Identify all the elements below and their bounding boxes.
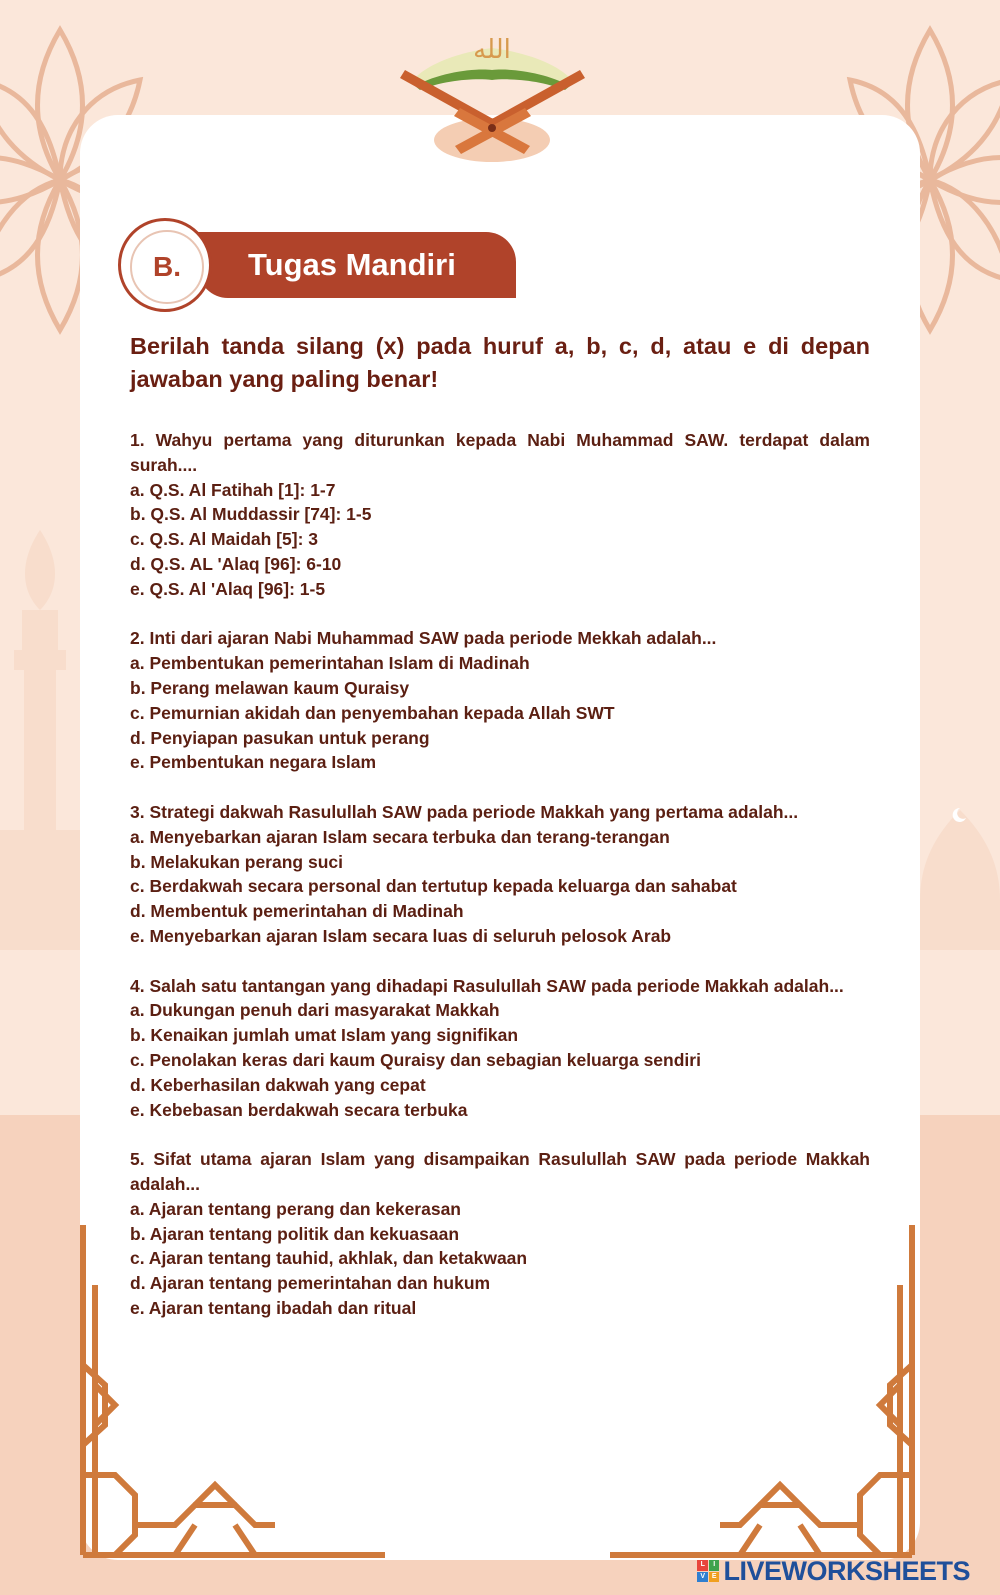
section-header bbox=[118, 218, 518, 308]
answer-option[interactable]: d. Q.S. AL 'Alaq [96]: 6-10 bbox=[130, 553, 342, 574]
geometric-frame-left-icon bbox=[75, 1225, 395, 1565]
question-list bbox=[130, 428, 870, 1345]
answer-option[interactable]: d. Ajaran tentang pemerintahan dan hukum bbox=[130, 1273, 491, 1294]
mosque-silhouette-right-icon bbox=[920, 800, 1000, 950]
question-4 bbox=[130, 974, 870, 1123]
geometric-frame-right-icon bbox=[600, 1225, 920, 1565]
question-text: 5. Sifat utama ajaran Islam yang disampaikan Rasulullah SAW pada periode Makkah adalah... bbox=[130, 1149, 870, 1194]
section-title: Tugas Mandiri bbox=[248, 247, 456, 282]
answer-option[interactable]: c. Pemurnian akidah dan penyembahan kepada Allah SWT bbox=[130, 702, 615, 723]
quran-stand-icon bbox=[395, 28, 590, 168]
liveworksheets-logo-icon: L I V E bbox=[697, 1560, 719, 1582]
answer-option[interactable]: a. Menyebarkan ajaran Islam secara terbuka dan terang-terangan bbox=[130, 826, 670, 847]
answer-option[interactable]: d. Keberhasilan dakwah yang cepat bbox=[130, 1074, 426, 1095]
section-badge-circle bbox=[118, 218, 212, 312]
answer-option[interactable]: b. Ajaran tentang politik dan kekuasaan bbox=[130, 1223, 460, 1244]
answer-option[interactable]: d. Membentuk pemerintahan di Madinah bbox=[130, 901, 464, 922]
answer-option[interactable]: e. Pembentukan negara Islam bbox=[130, 752, 377, 773]
liveworksheets-brand bbox=[697, 1555, 970, 1587]
answer-option[interactable]: c. Berdakwah secara personal dan tertutup kepada keluarga dan sahabat bbox=[130, 876, 737, 897]
question-2 bbox=[130, 626, 870, 775]
answer-option[interactable]: b. Q.S. Al Muddassir [74]: 1-5 bbox=[130, 504, 372, 525]
answer-option[interactable]: b. Kenaikan jumlah umat Islam yang signifikan bbox=[130, 1025, 519, 1046]
answer-option[interactable]: d. Penyiapan pasukan untuk perang bbox=[130, 727, 430, 748]
answer-option[interactable]: e. Menyebarkan ajaran Islam secara luas di seluruh pelosok Arab bbox=[130, 925, 672, 946]
question-3 bbox=[130, 800, 870, 949]
answer-option[interactable]: a. Pembentukan pemerintahan Islam di Madinah bbox=[130, 653, 530, 674]
answer-option[interactable]: e. Ajaran tentang ibadah dan ritual bbox=[130, 1297, 417, 1318]
liveworksheets-name: LIVEWORKSHEETS bbox=[723, 1555, 970, 1586]
answer-option[interactable]: b. Perang melawan kaum Quraisy bbox=[130, 677, 410, 698]
calligraphy-text: الله bbox=[473, 35, 511, 65]
answer-option[interactable]: e. Kebebasan berdakwah secara terbuka bbox=[130, 1099, 468, 1120]
instruction-text: Berilah tanda silang (x) pada huruf a, b, c, d, atau e di depan jawaban yang paling benar! bbox=[130, 333, 870, 392]
answer-option[interactable]: e. Q.S. Al 'Alaq [96]: 1-5 bbox=[130, 578, 326, 599]
question-text: 2. Inti dari ajaran Nabi Muhammad SAW pada periode Mekkah adalah... bbox=[130, 628, 717, 649]
answer-option[interactable]: c. Q.S. Al Maidah [5]: 3 bbox=[130, 529, 318, 550]
answer-option[interactable]: a. Dukungan penuh dari masyarakat Makkah bbox=[130, 1000, 500, 1021]
question-1 bbox=[130, 428, 870, 602]
question-text: 1. Wahyu pertama yang diturunkan kepada Nabi Muhammad SAW. terdapat dalam surah.... bbox=[130, 430, 870, 475]
answer-option[interactable]: a. Ajaran tentang perang dan kekerasan bbox=[130, 1198, 461, 1219]
question-text: 4. Salah satu tantangan yang dihadapi Rasulullah SAW pada periode Makkah adalah... bbox=[130, 975, 844, 996]
section-letter: B. bbox=[130, 230, 204, 304]
mosque-silhouette-left-icon bbox=[0, 530, 80, 950]
answer-option[interactable]: c. Penolakan keras dari kaum Quraisy dan sebagian keluarga sendiri bbox=[130, 1049, 701, 1070]
answer-option[interactable]: c. Ajaran tentang tauhid, akhlak, dan ketakwaan bbox=[130, 1248, 528, 1269]
answer-option[interactable]: b. Melakukan perang suci bbox=[130, 851, 343, 872]
question-text: 3. Strategi dakwah Rasulullah SAW pada periode Makkah yang pertama adalah... bbox=[130, 801, 799, 822]
answer-option[interactable]: a. Q.S. Al Fatihah [1]: 1-7 bbox=[130, 479, 336, 500]
